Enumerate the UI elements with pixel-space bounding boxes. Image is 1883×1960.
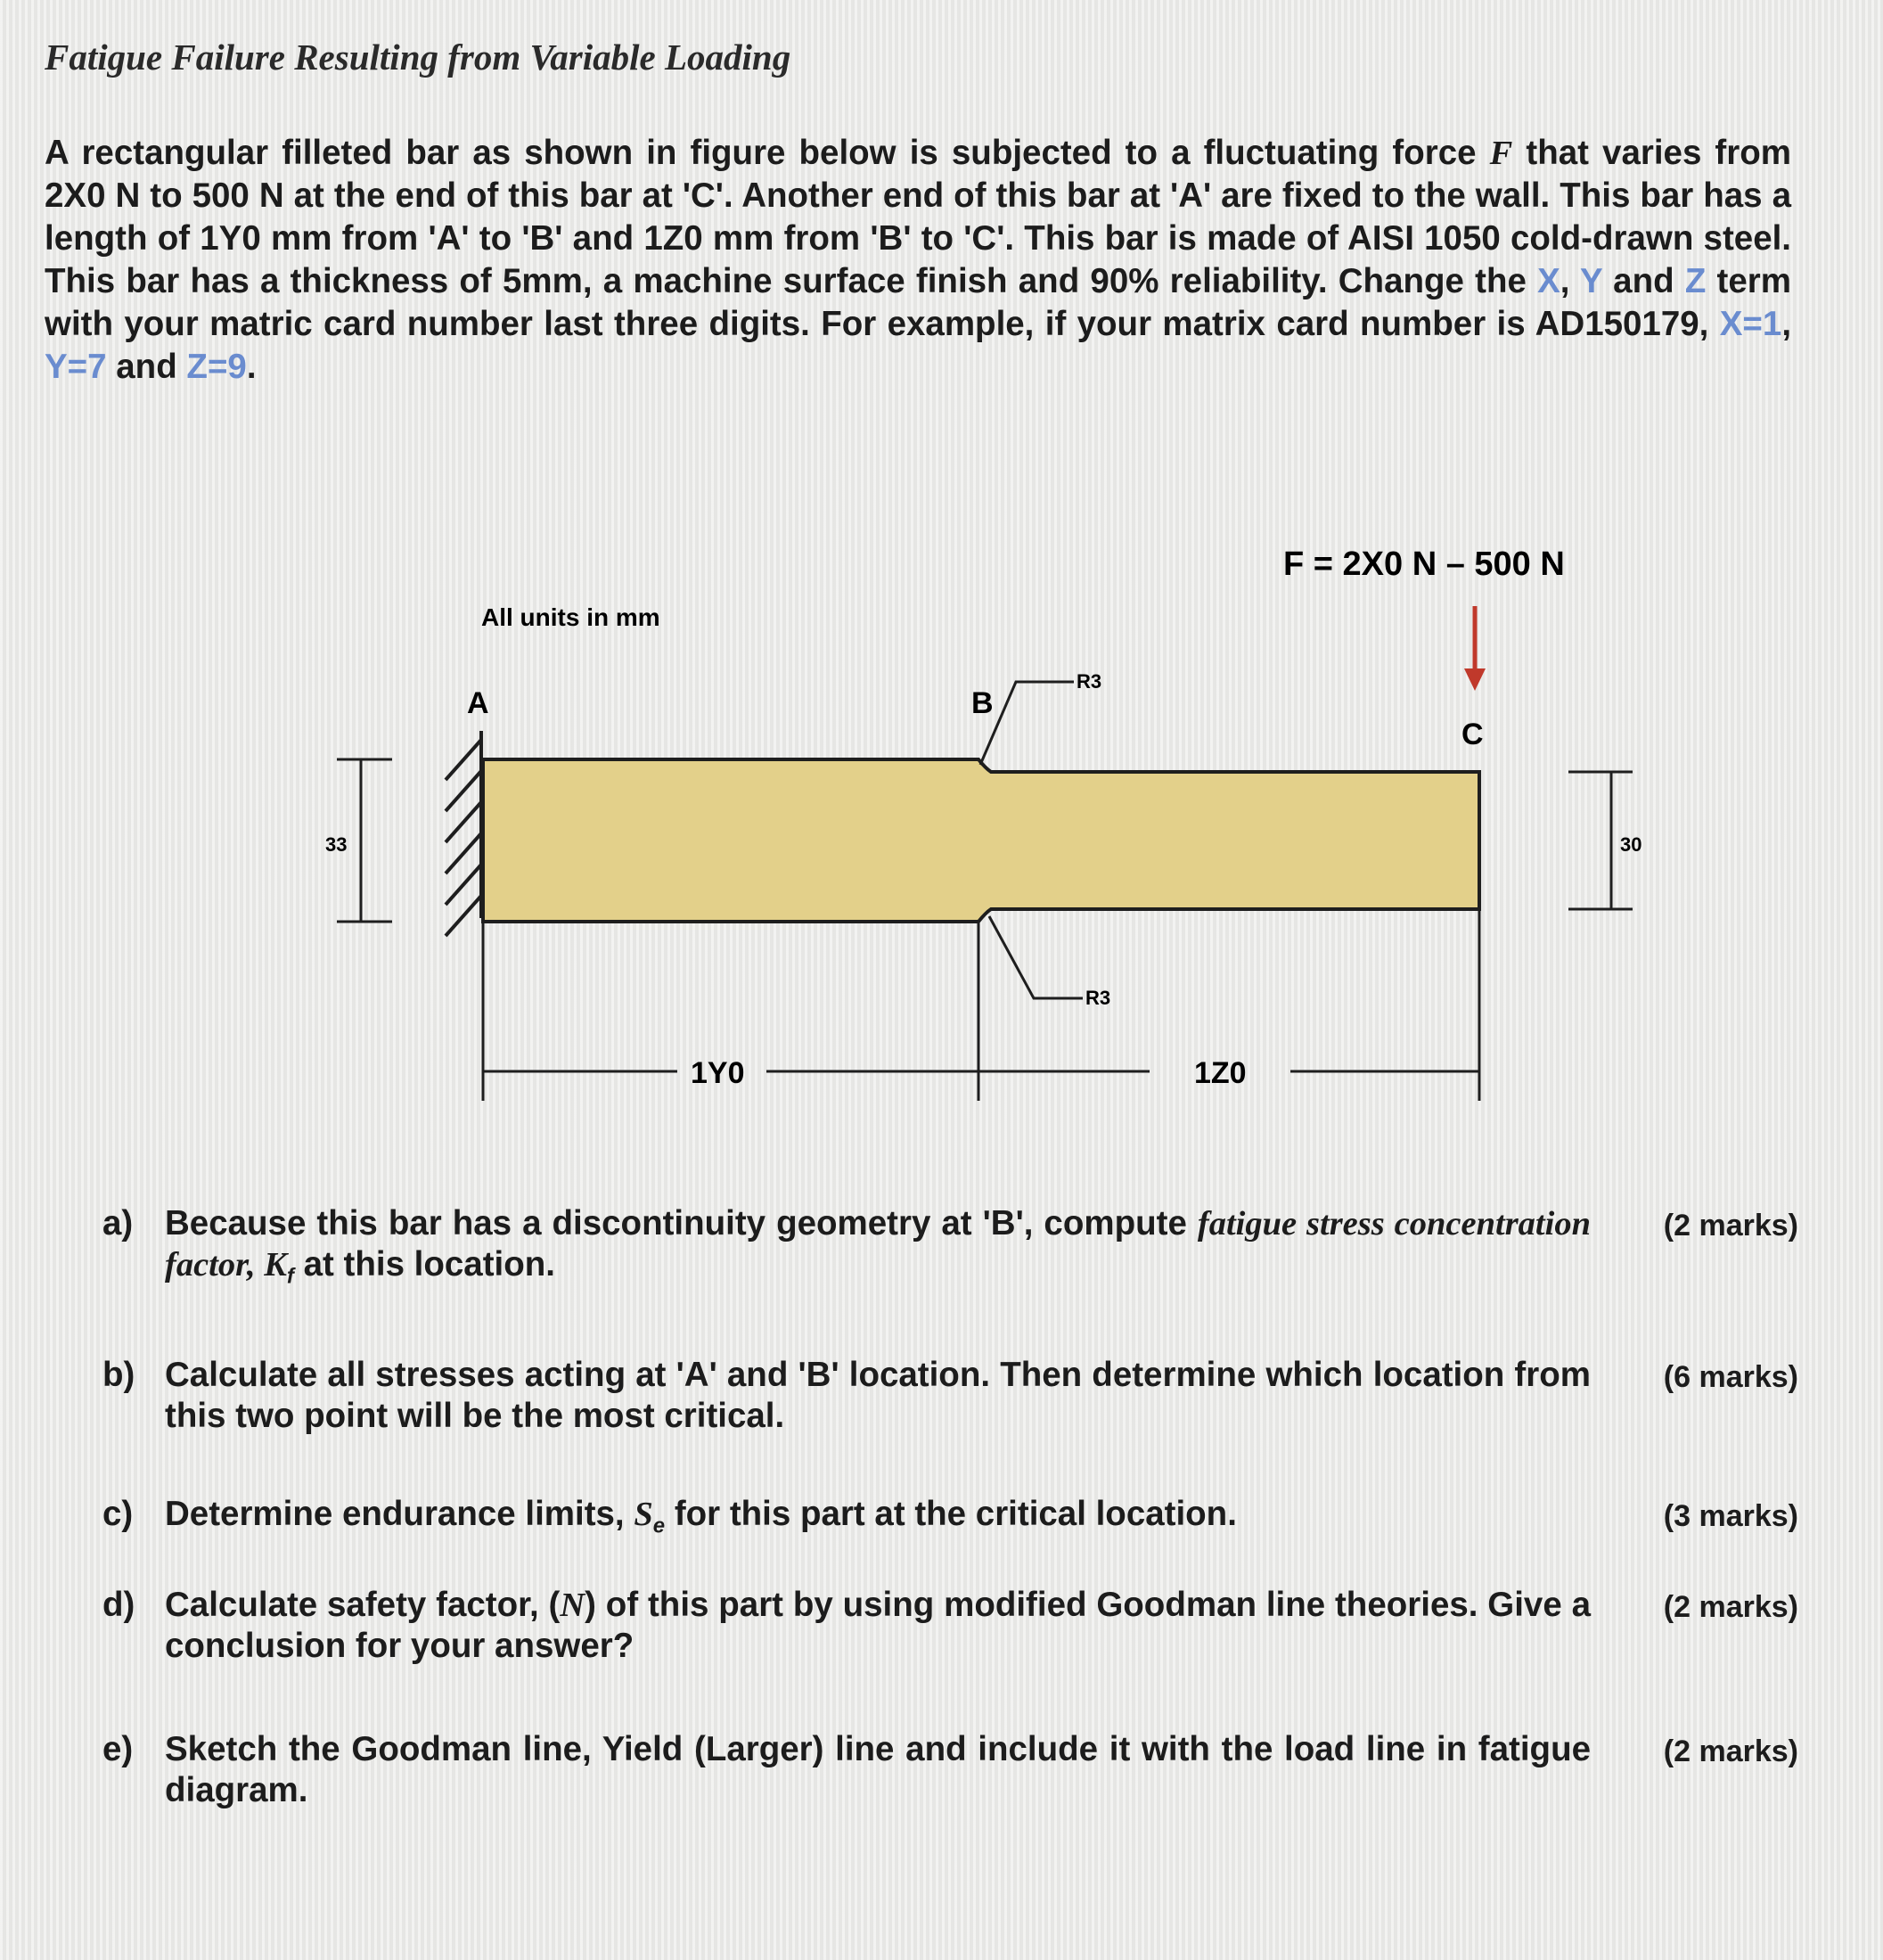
question-d: d) Calculate safety factor, (N) of this part by using modified Goodman line theories. Give a conclusion for your answer? — [102, 1586, 1592, 1665]
question-a: a) Because this bar has a discontinuity geometry at 'B', compute fatigue stress concentration factor, $K_f$ at this location. — [102, 1204, 1591, 1289]
length-dimensions — [483, 909, 1479, 1101]
label-b: B — [971, 686, 994, 720]
question-c: c) Determine endurance limits, $S_e$ for this part at the critical location. — [102, 1495, 1237, 1538]
fillet-top-leader — [980, 682, 1074, 765]
marks-e: (2 marks) — [1663, 1734, 1798, 1768]
marks-b: (6 marks) — [1663, 1360, 1798, 1394]
label-c: C — [1461, 718, 1484, 751]
question-e: e) Sketch the Goodman line, Yield (Larger) line and include it with the load line in fatigue diagram. — [102, 1730, 1591, 1809]
units-note: All units in mm — [481, 603, 660, 631]
filleted-bar-figure — [0, 499, 1883, 1123]
fillet-bottom-label: R3 — [1085, 987, 1111, 1009]
force-label: F = 2X0 N – 500 N — [1283, 545, 1565, 583]
label-a: A — [467, 686, 489, 720]
marks-c: (3 marks) — [1663, 1499, 1798, 1533]
fillet-top-label: R3 — [1077, 670, 1102, 693]
left-height-label: 33 — [325, 833, 348, 856]
fixed-wall — [446, 731, 481, 936]
question-b: b) Calculate all stresses acting at 'A' and 'B' location. Then determine which location from this two point will be the most critical. — [102, 1356, 1591, 1435]
page-title: Fatigue Failure Resulting from Variable Loading — [45, 37, 791, 78]
right-height-label: 30 — [1620, 833, 1642, 856]
dim-ab-label: 1Y0 — [691, 1056, 745, 1090]
problem-statement: A rectangular filleted bar as shown in figure below is subjected to a fluctuating force F that varies from 2X0 N to 500 N at the end of this bar at 'C'. Another end of this bar at 'A' are fixed to the wall. This bar has a length of 1Y0 mm from 'A' to 'B' and 1Z0 mm from 'B' to 'C'. This bar is made of AISI 1050 cold-drawn steel. This bar has a thickness of 5mm, a machine surface finish and 90% reliability. Change the X, Y and Z term with your matric card number last three digits. For example, if your matrix card number is AD150179, X=1, Y=7 and Z=9. — [45, 134, 1792, 386]
marks-d: (2 marks) — [1663, 1590, 1798, 1624]
dim-bc-label: 1Z0 — [1194, 1056, 1247, 1090]
fillet-bottom-leader — [989, 916, 1083, 998]
force-arrowhead — [1464, 668, 1486, 691]
filleted-bar — [483, 759, 1479, 922]
marks-a: (2 marks) — [1663, 1209, 1798, 1242]
